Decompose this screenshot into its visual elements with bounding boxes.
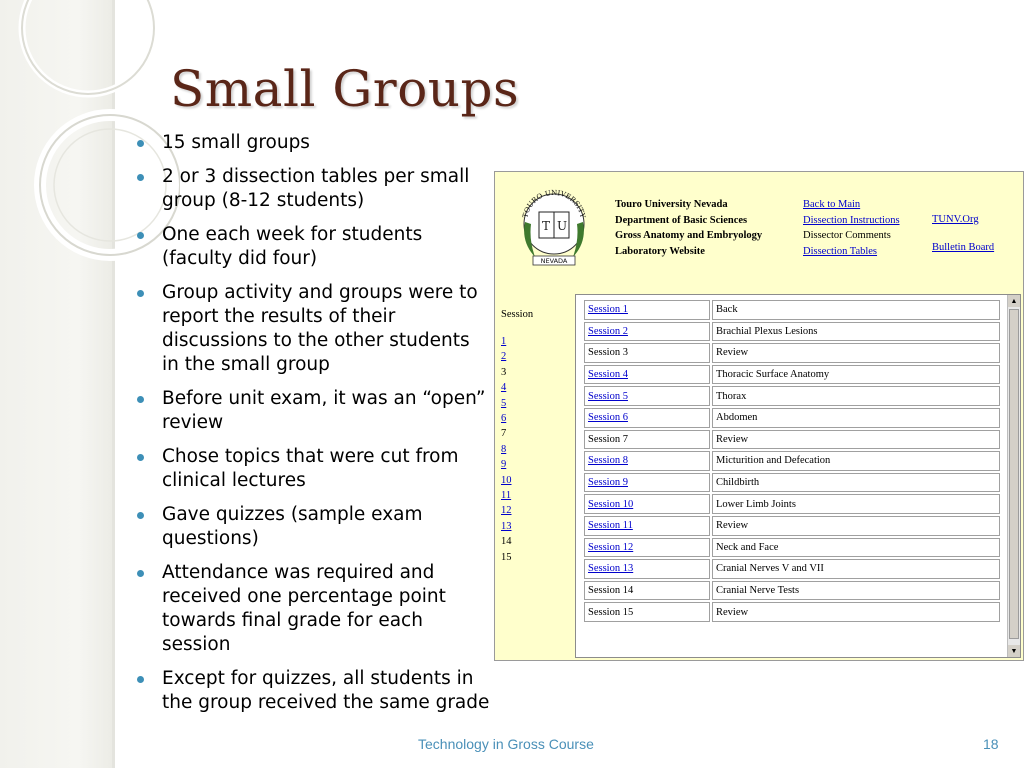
website-header	[495, 172, 1023, 282]
footer-text: Technology in Gross Course	[418, 736, 594, 752]
bullet-item: Attendance was required and received one percentage point towards final grade for each session	[134, 561, 490, 657]
session-number: 15	[501, 551, 512, 563]
table-row	[584, 408, 1000, 428]
institution-name: Touro University Nevada Department of Basic Sciences Gross Anatomy and Embryology Laboratory Website	[615, 199, 763, 257]
sessions-table	[582, 298, 1002, 624]
session-number-link[interactable]: 6	[501, 413, 507, 425]
session-link[interactable]: Session 8	[588, 455, 628, 467]
session-number-link[interactable]: 2	[501, 351, 507, 363]
session-topic: Review	[712, 516, 1000, 536]
scroll-down-arrow-icon[interactable]: ▼	[1008, 645, 1020, 657]
svg-text:NEVADA: NEVADA	[540, 257, 568, 265]
session-number: 7	[501, 428, 507, 440]
session-topic: Review	[712, 430, 1000, 450]
session-name: Session 14	[584, 581, 710, 601]
session-number-link[interactable]: 9	[501, 459, 507, 471]
table-row	[584, 343, 1000, 363]
session-topic: Review	[712, 343, 1000, 363]
website-external-links	[932, 206, 994, 262]
table-row	[584, 365, 1000, 385]
scroll-up-arrow-icon[interactable]: ▲	[1008, 295, 1020, 307]
session-topic: Childbirth	[712, 473, 1000, 493]
tunv-org-link[interactable]: TUNV.Org	[932, 214, 979, 225]
page-number: 18	[983, 736, 999, 752]
scrollbar-thumb[interactable]	[1009, 309, 1019, 639]
table-row	[584, 473, 1000, 493]
table-row	[584, 430, 1000, 450]
session-topic: Thoracic Surface Anatomy	[712, 365, 1000, 385]
session-link[interactable]: Session 11	[588, 520, 633, 532]
bullet-item: Before unit exam, it was an “open” review	[134, 387, 490, 435]
table-row	[584, 451, 1000, 471]
session-number-link[interactable]: 1	[501, 336, 507, 347]
session-topic: Lower Limb Joints	[712, 494, 1000, 514]
session-topic: Thorax	[712, 386, 1000, 406]
website-nav-links	[803, 197, 900, 259]
table-row	[584, 538, 1000, 558]
session-number-link[interactable]: 13	[501, 520, 512, 532]
bullet-item: Gave quizzes (sample exam questions)	[134, 503, 490, 551]
session-link[interactable]: Session 6	[588, 412, 628, 424]
session-link[interactable]: Session 2	[588, 325, 628, 337]
session-name: Session 7	[584, 430, 710, 450]
bullet-item: Except for quizzes, all students in the group received the same grade	[134, 667, 490, 715]
session-topic: Back	[712, 300, 1000, 320]
session-name: Session 3	[584, 343, 710, 363]
slide-title: Small Groups	[170, 60, 520, 118]
session-number-list	[501, 334, 512, 565]
dissector-comments-text: Dissector Comments	[803, 230, 891, 241]
svg-text:TOURO UNIVERSITY: TOURO UNIVERSITY	[521, 188, 587, 219]
session-number-link[interactable]: 5	[501, 397, 507, 409]
table-row	[584, 494, 1000, 514]
session-topic: Review	[712, 602, 1000, 622]
bullet-item: One each week for students (faculty did four)	[134, 223, 490, 271]
bullet-item: Chose topics that were cut from clinical lectures	[134, 445, 490, 493]
table-row	[584, 559, 1000, 579]
session-label: Session	[501, 309, 534, 320]
session-link[interactable]: Session 1	[588, 304, 628, 316]
sessions-frame	[575, 294, 1021, 658]
session-link[interactable]: Session 10	[588, 498, 634, 510]
session-number: 14	[501, 536, 512, 548]
session-number: 3	[501, 366, 507, 378]
table-row	[584, 581, 1000, 601]
table-row	[584, 300, 1000, 320]
session-number-link[interactable]: 11	[501, 490, 512, 502]
session-topic: Brachial Plexus Lesions	[712, 322, 1000, 342]
website-screenshot	[494, 171, 1024, 661]
session-topic: Micturition and Defecation	[712, 451, 1000, 471]
session-name: Session 15	[584, 602, 710, 622]
session-number-link[interactable]: 10	[501, 474, 512, 486]
session-topic: Neck and Face	[712, 538, 1000, 558]
bullet-list	[134, 131, 490, 725]
session-topic: Cranial Nerve Tests	[712, 581, 1000, 601]
table-row	[584, 516, 1000, 536]
session-link[interactable]: Session 13	[588, 563, 634, 575]
session-topic: Cranial Nerves V and VII	[712, 559, 1000, 579]
session-link[interactable]: Session 12	[588, 541, 634, 553]
session-topic: Abdomen	[712, 408, 1000, 428]
session-number-link[interactable]: 12	[501, 505, 512, 517]
session-link[interactable]: Session 9	[588, 477, 628, 489]
table-row	[584, 602, 1000, 622]
back-to-main-link[interactable]: Back to Main	[803, 199, 861, 210]
vertical-scrollbar[interactable]	[1007, 295, 1020, 657]
session-link[interactable]: Session 5	[588, 390, 628, 402]
table-row	[584, 386, 1000, 406]
bullet-item: Group activity and groups were to report the results of their discussions to the other students in the small group	[134, 281, 490, 377]
session-number-link[interactable]: 8	[501, 443, 507, 455]
svg-text:T: T	[541, 219, 551, 233]
bulletin-board-link[interactable]: Bulletin Board	[932, 242, 995, 253]
dissection-tables-link[interactable]: Dissection Tables	[803, 245, 878, 257]
svg-text:U: U	[556, 219, 568, 233]
dissection-instructions-link[interactable]: Dissection Instructions	[803, 214, 900, 226]
session-link[interactable]: Session 4	[588, 369, 628, 381]
university-seal-logo	[515, 182, 593, 272]
bullet-item: 15 small groups	[134, 131, 490, 155]
table-row	[584, 322, 1000, 342]
session-number-link[interactable]: 4	[501, 382, 507, 394]
bullet-item: 2 or 3 dissection tables per small group (8-12 students)	[134, 165, 490, 213]
